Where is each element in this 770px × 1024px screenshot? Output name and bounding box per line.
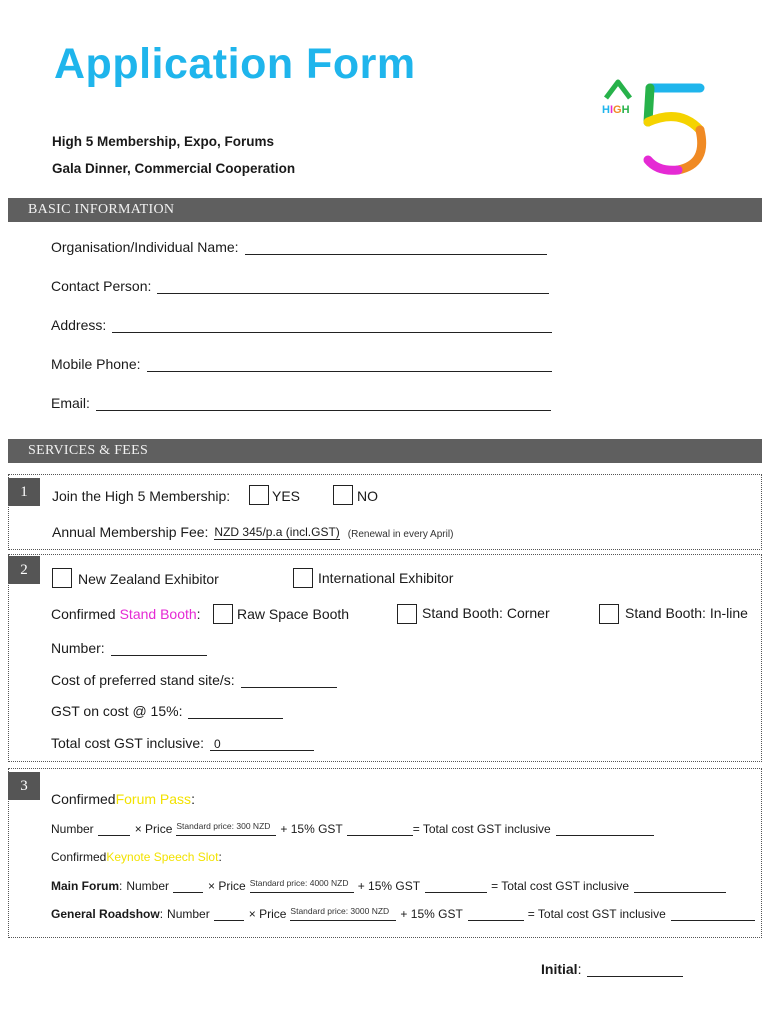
- yes-label: YES: [272, 488, 301, 504]
- raw-space-checkbox[interactable]: [213, 604, 233, 624]
- general-roadshow-label: General Roadshow: [51, 907, 160, 921]
- corner-label: Stand Booth: Corner: [422, 605, 550, 621]
- keynote-confirmed-label: Confirmed: [51, 850, 107, 864]
- mobile-phone-input-line[interactable]: [147, 357, 552, 372]
- nz-exhibitor-label: New Zealand Exhibitor: [78, 571, 219, 587]
- roadshow-std-price[interactable]: Standard price: 3000 NZD: [290, 906, 396, 921]
- address-label: Address:: [51, 317, 107, 333]
- colon: :: [196, 606, 201, 622]
- roadshow-total-input-line[interactable]: [671, 909, 755, 921]
- nz-exhibitor-checkbox[interactable]: [52, 568, 72, 588]
- main-forum-eq-total: = Total cost GST inclusive: [491, 879, 630, 893]
- intl-exhibitor-checkbox[interactable]: [293, 568, 313, 588]
- forum-gst-input-line[interactable]: [347, 824, 413, 836]
- join-membership-label: Join the High 5 Membership:: [52, 488, 231, 504]
- cost-stand-input-line[interactable]: [241, 673, 337, 688]
- forum-number-input-line[interactable]: [98, 824, 130, 836]
- main-forum-gst-input-line[interactable]: [425, 881, 487, 893]
- annual-fee-row: [52, 524, 453, 540]
- roadshow-gst-input-line[interactable]: [468, 909, 524, 921]
- main-forum-label: Main Forum: [51, 879, 119, 893]
- colon: :: [218, 850, 222, 864]
- high5-logo: [600, 72, 720, 182]
- roadshow-plus-gst: + 15% GST: [400, 907, 463, 921]
- confirmed-label: Confirmed: [51, 606, 116, 622]
- forum-std-price[interactable]: Standard price: 300 NZD: [176, 821, 276, 836]
- address-input-line[interactable]: [112, 318, 552, 333]
- renewal-note: (Renewal in every April): [347, 529, 454, 540]
- total-cost-value[interactable]: 0: [210, 737, 314, 751]
- general-roadshow-row: [51, 906, 755, 921]
- keynote-slot-label: Keynote Speech Slot: [106, 850, 219, 864]
- colon: :: [159, 907, 164, 921]
- inline-label: Stand Booth: In-line: [625, 605, 748, 621]
- page-title: Application Form: [54, 40, 416, 88]
- total-cost-label: Total cost GST inclusive:: [51, 735, 205, 751]
- email-input-line[interactable]: [96, 396, 551, 411]
- mobile-phone-label: Mobile Phone:: [51, 356, 141, 372]
- cost-stand-label: Cost of preferred stand site/s:: [51, 672, 235, 688]
- colon: :: [119, 879, 123, 893]
- mobile-phone-field[interactable]: [51, 356, 552, 372]
- corner-checkbox[interactable]: [397, 604, 417, 624]
- total-cost-field[interactable]: [51, 735, 314, 751]
- email-label: Email:: [51, 395, 90, 411]
- logo-letter: I: [609, 104, 614, 116]
- confirmed-stand-booth: [51, 606, 201, 622]
- intl-exhibitor-label: International Exhibitor: [318, 570, 454, 586]
- section-2-badge: 2: [8, 556, 40, 584]
- forum-eq-total: = Total cost GST inclusive: [412, 822, 551, 836]
- logo-letter: H: [621, 104, 630, 116]
- contact-person-field[interactable]: [51, 278, 549, 294]
- annual-fee-label: Annual Membership Fee:: [52, 524, 209, 540]
- org-name-label: Organisation/Individual Name:: [51, 239, 239, 255]
- raw-space-label: Raw Space Booth: [237, 606, 350, 622]
- services-fees-heading: SERVICES & FEES: [8, 439, 762, 463]
- annual-fee-value: NZD 345/p.a (incl.GST): [214, 525, 340, 539]
- number-field[interactable]: [51, 640, 207, 656]
- cost-stand-field[interactable]: [51, 672, 337, 688]
- number-label: Number:: [51, 640, 105, 656]
- inline-checkbox[interactable]: [599, 604, 619, 624]
- confirmed-label: Confirmed: [51, 791, 116, 807]
- forum-number-label: Number: [51, 822, 94, 836]
- org-name-input-line[interactable]: [245, 240, 547, 255]
- initial-input-line[interactable]: [587, 962, 683, 977]
- roadshow-number-input-line[interactable]: [214, 909, 244, 921]
- email-field[interactable]: [51, 395, 551, 411]
- no-label: NO: [357, 488, 378, 504]
- yes-checkbox[interactable]: [249, 485, 269, 505]
- confirmed-keynote: [51, 850, 222, 864]
- caret-icon: [600, 72, 720, 182]
- address-field[interactable]: [51, 317, 552, 333]
- section-3-badge: 3: [8, 772, 40, 800]
- main-forum-plus-gst: + 15% GST: [357, 879, 421, 893]
- main-forum-std-price[interactable]: Standard price: 4000 NZD: [250, 878, 354, 893]
- subtitle-line-2: Gala Dinner, Commercial Cooperation: [52, 161, 296, 176]
- initial-field[interactable]: [541, 961, 683, 977]
- roadshow-number-label: Number: [167, 907, 210, 921]
- forum-pass-label: Forum Pass: [115, 791, 192, 807]
- forum-times-price: × Price: [134, 822, 173, 836]
- confirmed-forum-pass: [51, 791, 195, 807]
- colon: :: [577, 961, 582, 977]
- colon: :: [191, 791, 195, 807]
- org-name-field[interactable]: [51, 239, 547, 255]
- basic-info-heading: BASIC INFORMATION: [8, 198, 762, 222]
- main-forum-times-price: × Price: [208, 879, 246, 893]
- section-1-badge: 1: [8, 478, 40, 506]
- stand-booth-label: Stand Booth: [119, 606, 197, 622]
- main-forum-row: [51, 878, 726, 893]
- gst-cost-input-line[interactable]: [188, 704, 283, 719]
- forum-price-row: [51, 821, 654, 836]
- number-input-line[interactable]: [111, 641, 207, 656]
- logo-letter: G: [613, 104, 622, 116]
- roadshow-eq-total: = Total cost GST inclusive: [527, 907, 666, 921]
- roadshow-times-price: × Price: [248, 907, 287, 921]
- gst-cost-field[interactable]: [51, 703, 283, 719]
- main-forum-number-input-line[interactable]: [173, 881, 203, 893]
- logo-letter: H: [602, 104, 610, 116]
- contact-person-label: Contact Person:: [51, 278, 152, 294]
- forum-total-input-line[interactable]: [556, 824, 654, 836]
- main-forum-total-input-line[interactable]: [634, 881, 726, 893]
- gst-cost-label: GST on cost @ 15%:: [51, 703, 183, 719]
- forum-plus-gst: + 15% GST: [280, 822, 343, 836]
- subtitle-line-1: High 5 Membership, Expo, Forums: [52, 134, 275, 149]
- initial-label: Initial: [541, 961, 578, 977]
- main-forum-number-label: Number: [126, 879, 170, 893]
- logo-word: [602, 104, 630, 116]
- no-checkbox[interactable]: [333, 485, 353, 505]
- contact-person-input-line[interactable]: [157, 279, 549, 294]
